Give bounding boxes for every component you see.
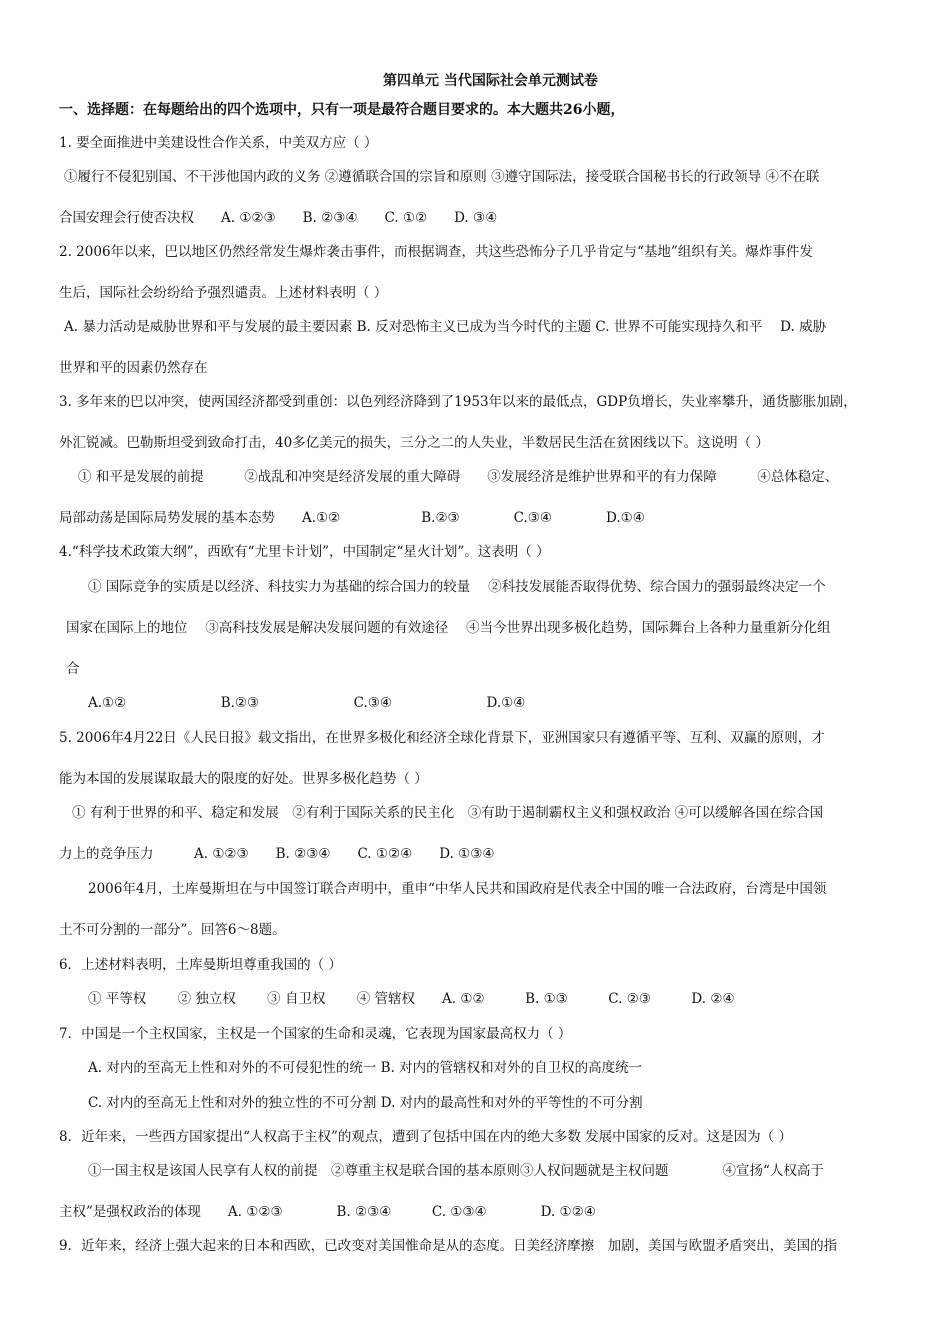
question-stem: 2. 2006年以来，巴以地区仍然经常发生爆炸袭击事件，而根据调查，共这些恐怖分子几乎肯定与“基地”组织有关。爆炸事件发 bbox=[59, 244, 813, 260]
question-option-line: C. 对内的至高无上性和对外的独立性的不可分割 D. 对内的最高性和对外的平等性的不可分割 bbox=[88, 1095, 643, 1111]
question-option-line: A.①② B.②③ C.③④ D.①④ bbox=[88, 695, 526, 711]
question-option-line: ① 和平是发展的前提 ②战乱和冲突是经济发展的重大障碍 ③发展经济是维护世界和平的有力保障 ④总体稳定、 bbox=[78, 469, 839, 485]
question-option-line: ① 国际竞争的实质是以经济、科技实力为基础的综合国力的较量 ②科技发展能否取得优势、综合国力的强弱最终决定一个 bbox=[88, 579, 826, 595]
question-option-line: 合国安理会行使否决权 A. ①②③ B. ②③④ C. ①② D. ③④ bbox=[59, 210, 498, 226]
question-stem: 8．近年来，一些西方国家提出“人权高于主权”的观点，遭到了包括中国在内的绝大多数 发展中国家的反对。这是因为（ ） bbox=[59, 1129, 792, 1145]
question-option-line: ①一国主权是该国人民享有人权的前提 ②尊重主权是联合国的基本原则③人权问题就是主权问题 ④宣扬“人权高于 bbox=[88, 1163, 824, 1179]
question-option-line: ①履行不侵犯别国、不干涉他国内政的义务 ②遵循联合国的宗旨和原则 ③遵守国际法，接受联合国秘书长的行政领导 ④不在联 bbox=[64, 169, 820, 185]
section-heading: 一、选择题：在每题给出的四个选项中，只有一项是最符合题目要求的。本大题共26小题， bbox=[59, 102, 625, 118]
question-option-line: 合 bbox=[66, 661, 80, 677]
question-option-line: ① 有利于世界的和平、稳定和发展 ②有利于国际关系的民主化 ③有助于遏制霸权主义和强权政治 ④可以缓解各国在综合国 bbox=[72, 805, 824, 821]
question-option-line: ① 平等权 ② 独立权 ③ 自卫权 ④ 管辖权 A. ①② B. ①③ C. ②③ D. ②④ bbox=[88, 991, 735, 1007]
question-stem: 外汇锐减。巴勒斯坦受到致命打击，40多亿美元的损失，三分之二的人失业，半数居民生活在贫困线以下。这说明（ ） bbox=[59, 435, 769, 451]
question-option-line: A. 暴力活动是威胁世界和平与发展的最主要因素 B. 反对恐怖主义已成为当今时代的主题 C. 世界不可能实现持久和平 D. 威胁 bbox=[64, 319, 827, 335]
question-stem: 能为本国的发展谋取最大的限度的好处。世界多极化趋势（ ） bbox=[59, 771, 428, 787]
question-option-line: 局部动荡是国际局势发展的基本态势 A.①② B.②③ C.③④ D.①④ bbox=[59, 510, 645, 526]
question-stem: 1. 要全面推进中美建设性合作关系，中美双方应（ ） bbox=[59, 135, 378, 151]
question-stem: 3. 多年来的巴以冲突，使两国经济都受到重创：以色列经济降到了1953年以来的最低点，GDP负增长，失业率攀升，通货膨胀加剧， bbox=[59, 394, 857, 410]
question-option-line: 国家在国际上的地位 ③高科技发展是解决发展问题的有效途径 ④当今世界出现多极化趋势，国际舞台上各种力量重新分化组 bbox=[66, 620, 831, 636]
question-stem: 9．近年来，经济上强大起来的日本和西欧，已改变对美国惟命是从的态度。日美经济摩擦 加剧，美国与欧盟矛盾突出，美国的指 bbox=[59, 1238, 838, 1254]
question-stem: 5. 2006年4月22日《人民日报》载文指出，在世界多极化和经济全球化背景下，亚洲国家只有遵循平等、互利、双赢的原则，才 bbox=[59, 730, 825, 746]
material-passage: 土不可分割的一部分”。回答6～8题。 bbox=[59, 922, 286, 938]
question-option-line: 力上的竞争压力 A. ①②③ B. ②③④ C. ①②④ D. ①③④ bbox=[59, 846, 495, 862]
question-option-line: 世界和平的因素仍然存在 bbox=[59, 360, 208, 376]
question-option-line: A. 对内的至高无上性和对外的不可侵犯性的统一 B. 对内的管辖权和对外的自卫权的高度统一 bbox=[88, 1060, 643, 1076]
question-stem: 生后，国际社会纷纷给予强烈谴责。上述材料表明（ ） bbox=[59, 285, 388, 301]
page-title: 第四单元 当代国际社会单元测试卷 bbox=[383, 73, 598, 89]
question-stem: 7．中国是一个主权国家，主权是一个国家的生命和灵魂，它表现为国家最高权力（ ） bbox=[59, 1026, 572, 1042]
question-option-line: 主权”是强权政治的体现 A. ①②③ B. ②③④ C. ①③④ D. ①②④ bbox=[59, 1204, 596, 1220]
material-passage: 2006年4月，土库曼斯坦在与中国签订联合声明中，重申“中华人民共和国政府是代表全中国的唯一合法政府，台湾是中国领 bbox=[88, 881, 827, 897]
question-stem: 4.“科学技术政策大纲”，西欧有“尤里卡计划”，中国制定“星火计划”。这表明（ ） bbox=[59, 544, 550, 560]
question-stem: 6．上述材料表明，土库曼斯坦尊重我国的（ ） bbox=[59, 957, 342, 973]
